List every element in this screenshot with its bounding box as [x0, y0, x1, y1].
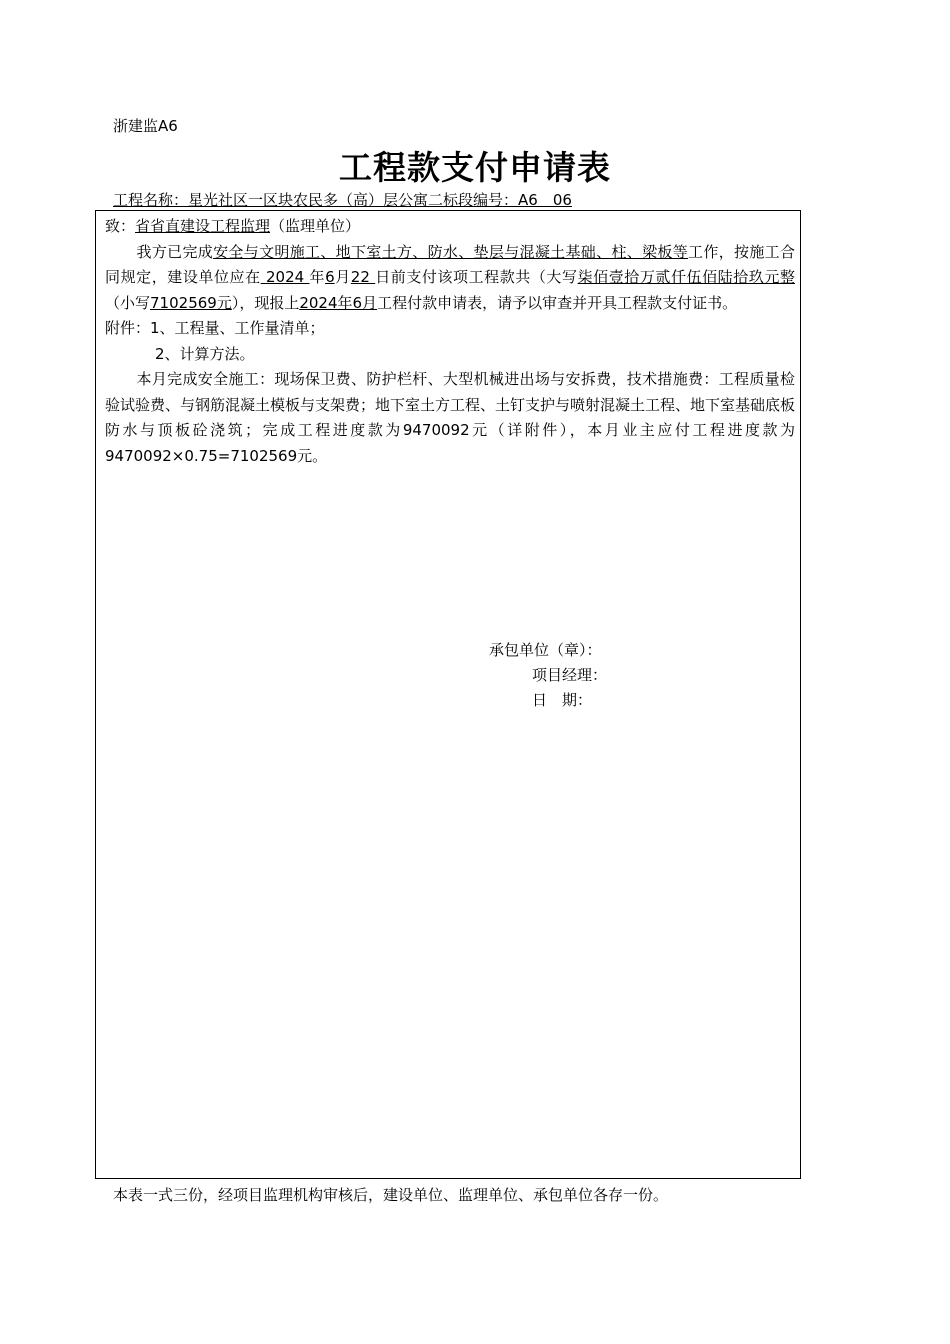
- text-segment: （小写: [105, 293, 151, 312]
- text-segment: 工作，按施工合同规定，建设单位应在: [105, 242, 795, 286]
- to-label: 致：: [105, 217, 136, 235]
- form-code: 浙建监A6: [113, 117, 178, 135]
- text-segment: 年: [309, 268, 326, 286]
- form-content: [105, 214, 795, 469]
- billing-period: 2024年6月: [299, 293, 378, 312]
- attachment-item: 1、工程量、工作量清单；: [150, 319, 325, 337]
- date-label: 日 期：: [532, 691, 593, 709]
- addressee-line: [105, 214, 795, 240]
- due-year: 2024: [260, 268, 310, 286]
- project-line: [113, 189, 572, 210]
- text-segment: 我方已完成: [136, 242, 214, 261]
- due-day: 22: [350, 268, 376, 286]
- footer-note: 本表一式三份，经项目监理机构审核后，建设单位、监理单位、承包单位各存一份。: [113, 1186, 669, 1204]
- project-name: 星光社区一区块农民多（高）层公寓二标段: [188, 191, 474, 209]
- amount-in-words: 柒佰壹拾万贰仟伍佰陆拾玖元整: [577, 268, 795, 286]
- text-segment: ），现报上: [231, 293, 300, 312]
- project-label: 工程名称：: [113, 191, 189, 209]
- number-label: 编号：: [473, 191, 519, 209]
- attachments-label: 附件：: [105, 319, 151, 337]
- contractor-seal-label: 承包单位（章）：: [489, 641, 602, 659]
- text-segment: 月: [334, 268, 351, 286]
- attachment-item: 2、计算方法。: [155, 344, 255, 363]
- to-suffix: （监理单位）: [270, 217, 361, 235]
- text-segment: 工程付款申请表，请予以审查并开具工程款支付证书。: [377, 293, 738, 312]
- work-description: 安全与文明施工、地下室土方、防水、垫层与混凝土基础、柱、梁板等: [213, 242, 689, 261]
- request-paragraph: [105, 240, 795, 317]
- number-value: A6 06: [518, 191, 572, 209]
- progress-paragraph: 本月完成安全施工：现场保卫费、防护栏杆、大型机械进出场与安拆费，技术措施费：工程质量检验试验费、与钢筋混凝土模板与支架费；地下室土方工程、土钉支护与喷射混凝土工程、地下室基础底板防水与顶板砼浇筑；完成工程进度款为9470092元（详附件），本月业主应付工程进度款为9470092×0.75=7102569元。: [105, 370, 796, 465]
- page-title: 工程款支付申请表: [339, 148, 611, 187]
- project-manager-label: 项目经理：: [532, 666, 608, 684]
- amount-in-figures: 7102569元: [150, 293, 232, 312]
- attachments-line: [105, 316, 795, 342]
- supervisor-org: 省省直建设工程监理: [135, 217, 271, 235]
- due-month: 6: [325, 268, 335, 286]
- text-segment: 日前支付该项工程款共（大写: [375, 268, 578, 286]
